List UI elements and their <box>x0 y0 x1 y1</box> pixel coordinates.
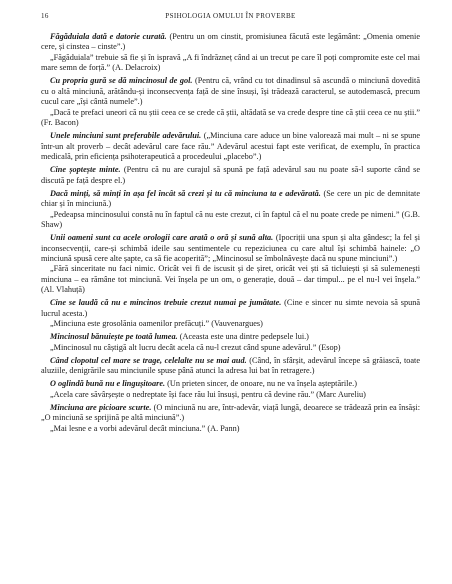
proverb-quote: „Minciuna este grosolănia oamenilor prefăcuți.” (Vauvenargues) <box>50 319 263 329</box>
proverb-quote: „Făgăduiala” trebuie să fie și în ispravă „A fi îndrăzneț când ai un trecut pe care îl poți compromite este cel mai mare semn de forță.” (A. Delacroix) <box>41 52 420 73</box>
proverb-entry <box>41 233 420 296</box>
proverb-heading: Cine se laudă că nu e mincinos trebuie crezut numai pe jumătate. <box>50 298 282 308</box>
proverb-entry <box>41 131 420 162</box>
proverb-line <box>41 356 420 377</box>
proverb-commentary <box>41 319 420 329</box>
proverb-entry <box>41 298 420 329</box>
proverb-line <box>41 403 420 424</box>
proverb-entry <box>41 356 420 377</box>
proverb-entry <box>41 76 420 128</box>
proverb-explanation: (Ipocriții una spun și alta gândesc; la fel și inconsecvenții, care-și schimbă ideile sau sentimentele cu repeziciunea cu care altul își schimbă hainele: „O minciună spusă cere alte șapte, ca să fie acoperită”; „Mincinosul se îmbolnăvește dacă nu spune minciuni”.) <box>41 233 420 264</box>
proverb-line <box>41 332 420 342</box>
proverb-line <box>41 189 420 210</box>
proverb-line <box>41 298 420 319</box>
proverb-heading: Dacă minți, să minți în așa fel încât să crezi și tu că minciuna ta e adevărată. <box>50 188 321 198</box>
proverb-heading: Când clopotul cel mare se trage, celelalte nu se mai aud. <box>50 355 247 365</box>
proverb-quote: „Pedeapsa mincinosului constă nu în faptul că nu este crezut, ci în faptul că el nu poate crede pe nimeni.” (G.B. Shaw) <box>41 209 420 230</box>
proverb-explanation: (Un prieten sincer, de onoare, nu ne va înșela așteptările.) <box>167 379 357 389</box>
proverb-quote: „Fără sinceritate nu faci nimic. Oricât vei fi de iscusit și de șiret, oricât vei ști să ticluiești și să sulemenești minciuna – ea rămâne tot minciună. Vei înșela pe un om, o generație, două – dar timpul... pe el nu-l vei înșela.” (Al. Vlahuță) <box>41 264 420 295</box>
proverb-explanation: (Aceasta este una dintre pedepsele lui.) <box>179 332 309 342</box>
proverb-entry <box>41 332 420 353</box>
proverb-entry <box>41 379 420 400</box>
proverb-quote: „Mincinosul nu câștigă alt lucru decât acela că nu-l crezut când spune adevărul.” (Esop) <box>50 342 341 352</box>
proverb-commentary <box>41 108 420 129</box>
proverb-commentary <box>41 390 420 400</box>
proverb-line <box>41 165 420 186</box>
proverb-explanation: (Pentru un om cinstit, promisiunea făcută este legământ: „Omenia omenie cere, și cinstea – cinste”.) <box>41 32 421 52</box>
proverb-line <box>41 379 420 389</box>
proverb-explanation: (Pentru că, vrând cu tot dinadinsul să ascundă o minciună dovedită cu o altă minciună, arătându-și inconsecvența față de sine însuși, își trădează caracterul, se autodemască, precum cucul care „își cântă numele”.) <box>41 76 420 107</box>
proverb-explanation: (Se cere un pic de demnitate chiar și în minciună.) <box>41 188 421 209</box>
proverb-entry <box>41 403 420 434</box>
proverb-explanation: (Cine e sincer nu simte nevoia să spună lucrul acesta.) <box>41 298 420 318</box>
proverb-quote: „Dacă te prefaci uneori că nu știi ceea ce se crede că știi, altădată se va crede despre tine că știi ceea ce nu știi.” (Fr. Bacon) <box>41 107 420 128</box>
proverb-explanation: („Minciuna care aduce un bine valorează mai mult – ni se spune într-un alt proverb – decât adevărul care face rău.” Adevărul acestui fapt este verificat, de exemplu, în practica medicală, prin eficiența psihoterapeutică a procedeului „placebo”.) <box>41 131 420 162</box>
proverb-heading: Unele minciuni sunt preferabile adevărului. <box>50 131 202 141</box>
proverb-entry <box>41 32 420 74</box>
proverb-explanation: (Când, în sfârșit, adevărul începe să grăiască, toate aluziile, denigrările sau minciunile spuse până atunci la adresa lui bat în retragere.) <box>41 355 420 376</box>
proverb-entry <box>41 165 420 186</box>
proverb-commentary <box>41 343 420 353</box>
proverb-commentary <box>41 264 420 295</box>
proverb-heading: Făgăduiala dată e datorie curată. <box>50 32 167 41</box>
proverb-heading: Minciuna are picioare scurte. <box>50 402 152 412</box>
proverb-heading: O oglindă bună nu e lingușitoare. <box>50 379 166 389</box>
proverb-quote: „Acela care săvârșește o nedreptate își face rău lui însuși, pentru că devine rău.” (Marc Aureliu) <box>50 389 366 399</box>
proverb-quote: „Mai lesne e a vorbi adevărul decât minciuna.” (A. Pann) <box>50 423 240 433</box>
proverb-line <box>41 233 420 264</box>
proverb-line <box>41 131 420 162</box>
proverb-commentary <box>41 53 420 74</box>
proverb-explanation: (O minciună nu are, într-adevăr, viață lungă, deoarece se trădează prin ea însăși: „O minciună se sprijină pe altă minciună”.) <box>41 402 420 423</box>
running-title: PSIHOLOGIA OMULUI ÎN PROVERBE <box>165 12 296 20</box>
proverb-heading: Cu propria gură se dă mincinosul de gol. <box>50 76 193 86</box>
proverb-commentary <box>41 424 420 434</box>
proverb-entry <box>41 189 420 231</box>
proverb-line <box>41 76 420 107</box>
page-header <box>41 12 420 26</box>
proverb-commentary <box>41 210 420 231</box>
proverb-heading: Unii oameni sunt ca acele orologii care arată o oră și sună alta. <box>50 233 274 243</box>
proverb-explanation: (Pentru că nu are curajul să spună pe față adevărul sau nu poate să-l suporte când se discută pe față despre el.) <box>41 165 421 185</box>
proverb-list <box>41 32 420 434</box>
proverb-heading: Mincinosul bănuiește pe toată lumea. <box>50 332 178 342</box>
proverb-line <box>41 32 420 53</box>
proverb-heading: Cine șoptește minte. <box>50 165 121 175</box>
page-number: 16 <box>41 12 49 20</box>
